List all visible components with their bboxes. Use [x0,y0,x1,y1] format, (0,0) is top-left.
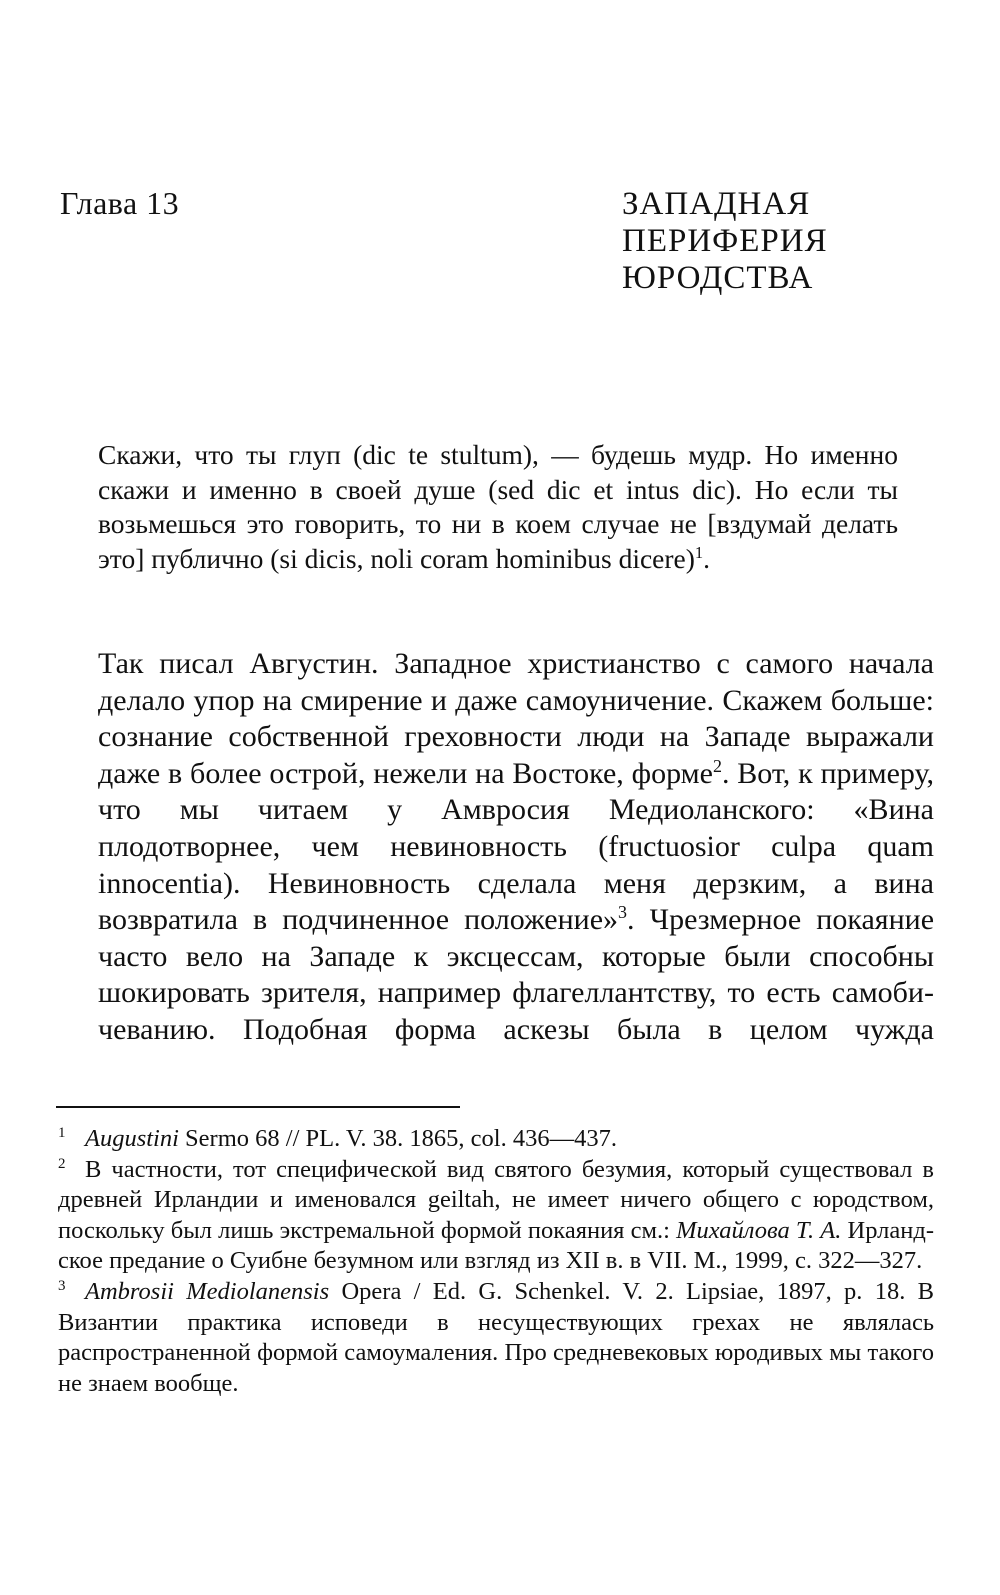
chapter-title-line: ЗАПАДНАЯ [622,186,811,222]
footnote-ref[interactable]: 2 [712,755,722,776]
body-text: Так писал Августин. Западное христианство с самого начала делало упор на смирение и даже самоуничение. Скажем больше: сознание собственной греховности люди на Западе выражали даже в более острой, нежели на Востоке, форме [98,647,934,790]
footnote-text: Ирландское предание о Суибне безумном или взгляд из XII в. в VII. М., 1999, с. 322—327. [58,1216,934,1275]
chapter-title [622,186,952,297]
footnote-text: Opera / Ed. G. Schenkel. V. 2. Lipsiae, 1897, p. 18. В Византии практика исповеди в несуществующих грехах не являлась распространенной формой самоумаления. Про средневековых юродивых мы такого не знаем вообще. [58,1277,934,1397]
chapter-label: Глава 13 [60,185,180,221]
chapter-title-line: ЮРОДСТВА [622,260,814,296]
footnote-3: 3 Ambrosii Mediolanensis Opera / Ed. G. Schenkel. V. 2. Lipsiae, 1897, p. 18. В Византии практика исповеди в несуществующих грехах не являлась распространенной формой самоумаления. Про средневековых юродивых мы такого не знаем вообще. [58,1277,934,1397]
footnote-text: Sermo 68 // PL. V. 38. 1865, col. 436—437. [178,1125,617,1152]
footnote-ref[interactable]: 1 [694,542,704,562]
epigraph-text: Скажи, что ты глуп (dic te stultum), — будешь мудр. Но именно скажи и именно в своей душе (sed dic et intus dic). Но если ты возьмешься это говорить, то ни в коем случае не [вздумай делать это] публично (si dicis, noli coram hominibus dicere) [98,439,898,574]
body-text: . Вот, к примеру, что мы читаем у Амвросия Медиоланского: «Вина плодотворнее, чем невиновность (fructuosior culpa quam innocentia). Невиновность сделала меня дерзким, а вина возвратила в подчиненное положение» [98,756,934,937]
footnote-1: 1 Augustini Sermo 68 // PL. V. 38. 1865, col. 436—437. [58,1125,617,1152]
footnote-author: Augustini [85,1125,179,1152]
footnote-text: В частности, тот специфической вид святого безумия, который существовал в древней Ирландии и именовался geiltah, не имеет ничего общего с юродством, поскольку был лишь экстремальной формой покаяния см.: [58,1155,934,1244]
epigraph [98,438,898,576]
footnote-ref[interactable]: 3 [618,902,628,923]
footnote-author: Ambrosii Mediolanensis [85,1277,330,1305]
chapter-title-line: ПЕРИФЕРИЯ [622,223,828,259]
body-text: . Чрезмерное покаяние часто вело на Западе к эксцессам, которые были способны шокировать зрителя, например флагеллантству, то есть самобичеванию. Подобная форма аскезы была в целом чужда [98,903,935,1046]
footnote-2: 2 В частности, тот специфической вид святого безумия, который существовал в древней Ирландии и именовался geiltah, не имеет ничего общего с юродством, поскольку был лишь экстремальной формой покаяния см.: Михайлова Т. А. Ирландское предание о Суибне безумном или взгляд из XII в. в VII. М., 1999, с. 322—327. [58,1155,934,1275]
footnote-divider [56,1106,460,1108]
footnote-author: Михайлова Т. А. [676,1216,842,1244]
body-paragraph [98,646,934,1085]
epigraph-tail: . [703,542,711,574]
footnotes [58,1124,934,1399]
